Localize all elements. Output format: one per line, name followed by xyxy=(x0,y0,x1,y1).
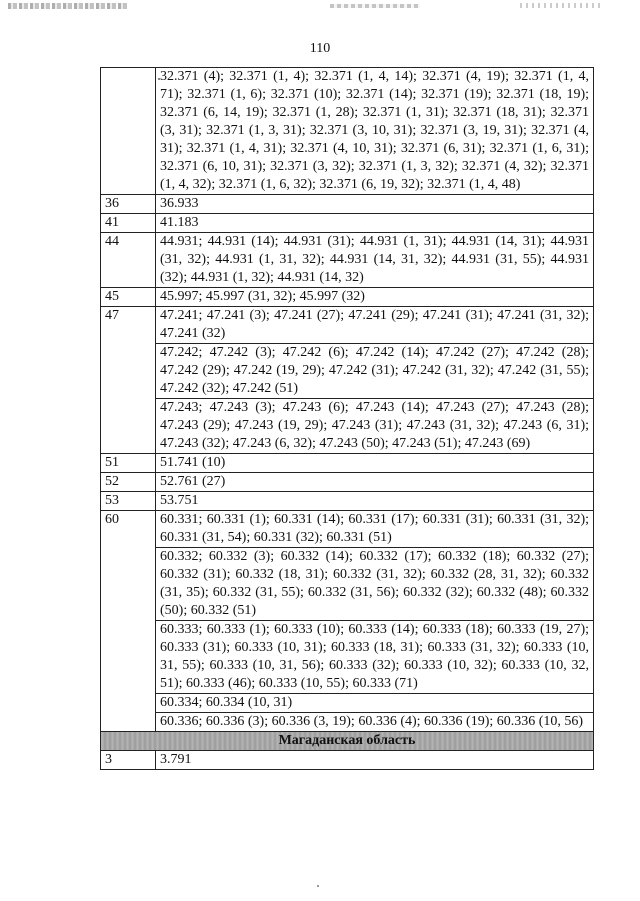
section-number-cell xyxy=(101,68,156,195)
activity-codes-cell: 3.791 xyxy=(156,751,594,770)
table-row xyxy=(101,214,594,233)
section-number-cell: 36 xyxy=(101,195,156,214)
scan-speck xyxy=(317,885,319,887)
table-row xyxy=(101,492,594,511)
section-number-cell: 41 xyxy=(101,214,156,233)
table-row xyxy=(101,454,594,473)
section-number-cell: 3 xyxy=(101,751,156,770)
section-number-cell: 52 xyxy=(101,473,156,492)
table-row xyxy=(101,713,594,732)
table-row xyxy=(101,68,594,195)
table-row xyxy=(101,473,594,492)
section-number-cell: 45 xyxy=(101,288,156,307)
table-row xyxy=(101,344,594,399)
activity-codes-cell: 45.997; 45.997 (31, 32); 45.997 (32) xyxy=(156,288,594,307)
scan-artifact xyxy=(0,0,640,14)
activity-codes-cell: 32.371 (4); 32.371 (1, 4); 32.371 (1, 4, 14); 32.371 (4, 19); 32.371 (1, 4, 71); 32.371 (1, 6); 32.371 (10); 32.371 (14); 32.371 (19); 32.371 (18, 19); 32.371 (6, 14, 19); 32.371 (1, 28); 32.371 (1, 31); 32.371 (18, 31); 32.371 (3, 31); 32.371 (1, 3, 31); 32.371 (3, 10, 31); 32.371 (3, 19, 31); 32.371 (4, 31); 32.371 (1, 4, 31); 32.371 (4, 10, 31); 32.371 (6, 31); 32.371 (1, 6, 31); 32.371 (6, 10, 31); 32.371 (3, 32); 32.371 (1, 3, 32); 32.371 (4, 32); 32.371 (1, 4, 32); 32.371 (1, 6, 32); 32.371 (6, 19, 32); 32.371 (1, 4, 48) xyxy=(156,68,594,195)
activity-codes-cell: 60.332; 60.332 (3); 60.332 (14); 60.332 (17); 60.332 (18); 60.332 (27); 60.332 (31); 60.332 (18, 31); 60.332 (31, 32); 60.332 (28, 31, 32); 60.332 (31, 35); 60.332 (31, 55); 60.332 (31, 56); 60.332 (32); 60.332 (48); 60.332 (50); 60.332 (51) xyxy=(156,548,594,621)
activity-codes-cell: 47.241; 47.241 (3); 47.241 (27); 47.241 (29); 47.241 (31); 47.241 (31, 32); 47.241 (32) xyxy=(156,307,594,344)
activity-codes-cell: 51.741 (10) xyxy=(156,454,594,473)
activity-codes-cell: 44.931; 44.931 (14); 44.931 (31); 44.931 (1, 31); 44.931 (14, 31); 44.931 (31, 32); 44.931 (1, 31, 32); 44.931 (14, 31, 32); 44.931 (31, 55); 44.931 (32); 44.931 (1, 32); 44.931 (14, 32) xyxy=(156,233,594,288)
section-number-cell: 47 xyxy=(101,307,156,454)
activity-codes-cell: 60.336; 60.336 (3); 60.336 (3, 19); 60.336 (4); 60.336 (19); 60.336 (10, 56) xyxy=(156,713,594,732)
activity-codes-cell: 41.183 xyxy=(156,214,594,233)
activity-codes-cell: 47.243; 47.243 (3); 47.243 (6); 47.243 (14); 47.243 (27); 47.243 (28); 47.243 (29); 47.243 (19, 29); 47.243 (31); 47.243 (31, 32); 47.243 (6, 31); 47.243 (32); 47.243 (6, 32); 47.243 (50); 47.243 (51); 47.243 (69) xyxy=(156,399,594,454)
table-row xyxy=(101,751,594,770)
activity-codes-cell: 52.761 (27) xyxy=(156,473,594,492)
table-row xyxy=(101,694,594,713)
activity-codes-cell: 60.333; 60.333 (1); 60.333 (10); 60.333 (14); 60.333 (18); 60.333 (19, 27); 60.333 (31); 60.333 (10, 31); 60.333 (18, 31); 60.333 (31, 32); 60.333 (10, 31, 55); 60.333 (10, 31, 56); 60.333 (32); 60.333 (10, 32); 60.333 (10, 32, 51); 60.333 (46); 60.333 (10, 55); 60.333 (71) xyxy=(156,621,594,694)
region-header-row xyxy=(101,732,594,751)
table-row xyxy=(101,511,594,548)
section-number-cell: 53 xyxy=(101,492,156,511)
page-number: 110 xyxy=(309,41,331,56)
table-row xyxy=(101,195,594,214)
section-number-cell: 44 xyxy=(101,233,156,288)
table-row xyxy=(101,233,594,288)
table-row xyxy=(101,621,594,694)
region-header: Магаданская область xyxy=(101,732,594,751)
activity-codes-cell: 47.242; 47.242 (3); 47.242 (6); 47.242 (14); 47.242 (27); 47.242 (28); 47.242 (29); 47.242 (19, 29); 47.242 (31); 47.242 (31, 32); 47.242 (31, 55); 47.242 (32); 47.242 (51) xyxy=(156,344,594,399)
table-row xyxy=(101,548,594,621)
activity-codes-cell: 36.933 xyxy=(156,195,594,214)
section-number-cell: 51 xyxy=(101,454,156,473)
okved-codes-table xyxy=(100,67,594,770)
activity-codes-cell: 53.751 xyxy=(156,492,594,511)
activity-codes-cell: 60.334; 60.334 (10, 31) xyxy=(156,694,594,713)
table-row xyxy=(101,307,594,344)
activity-codes-cell: 60.331; 60.331 (1); 60.331 (14); 60.331 (17); 60.331 (31); 60.331 (31, 32); 60.331 (31, 54); 60.331 (32); 60.331 (51) xyxy=(156,511,594,548)
table-row xyxy=(101,399,594,454)
section-number-cell: 60 xyxy=(101,511,156,732)
table-row xyxy=(101,288,594,307)
